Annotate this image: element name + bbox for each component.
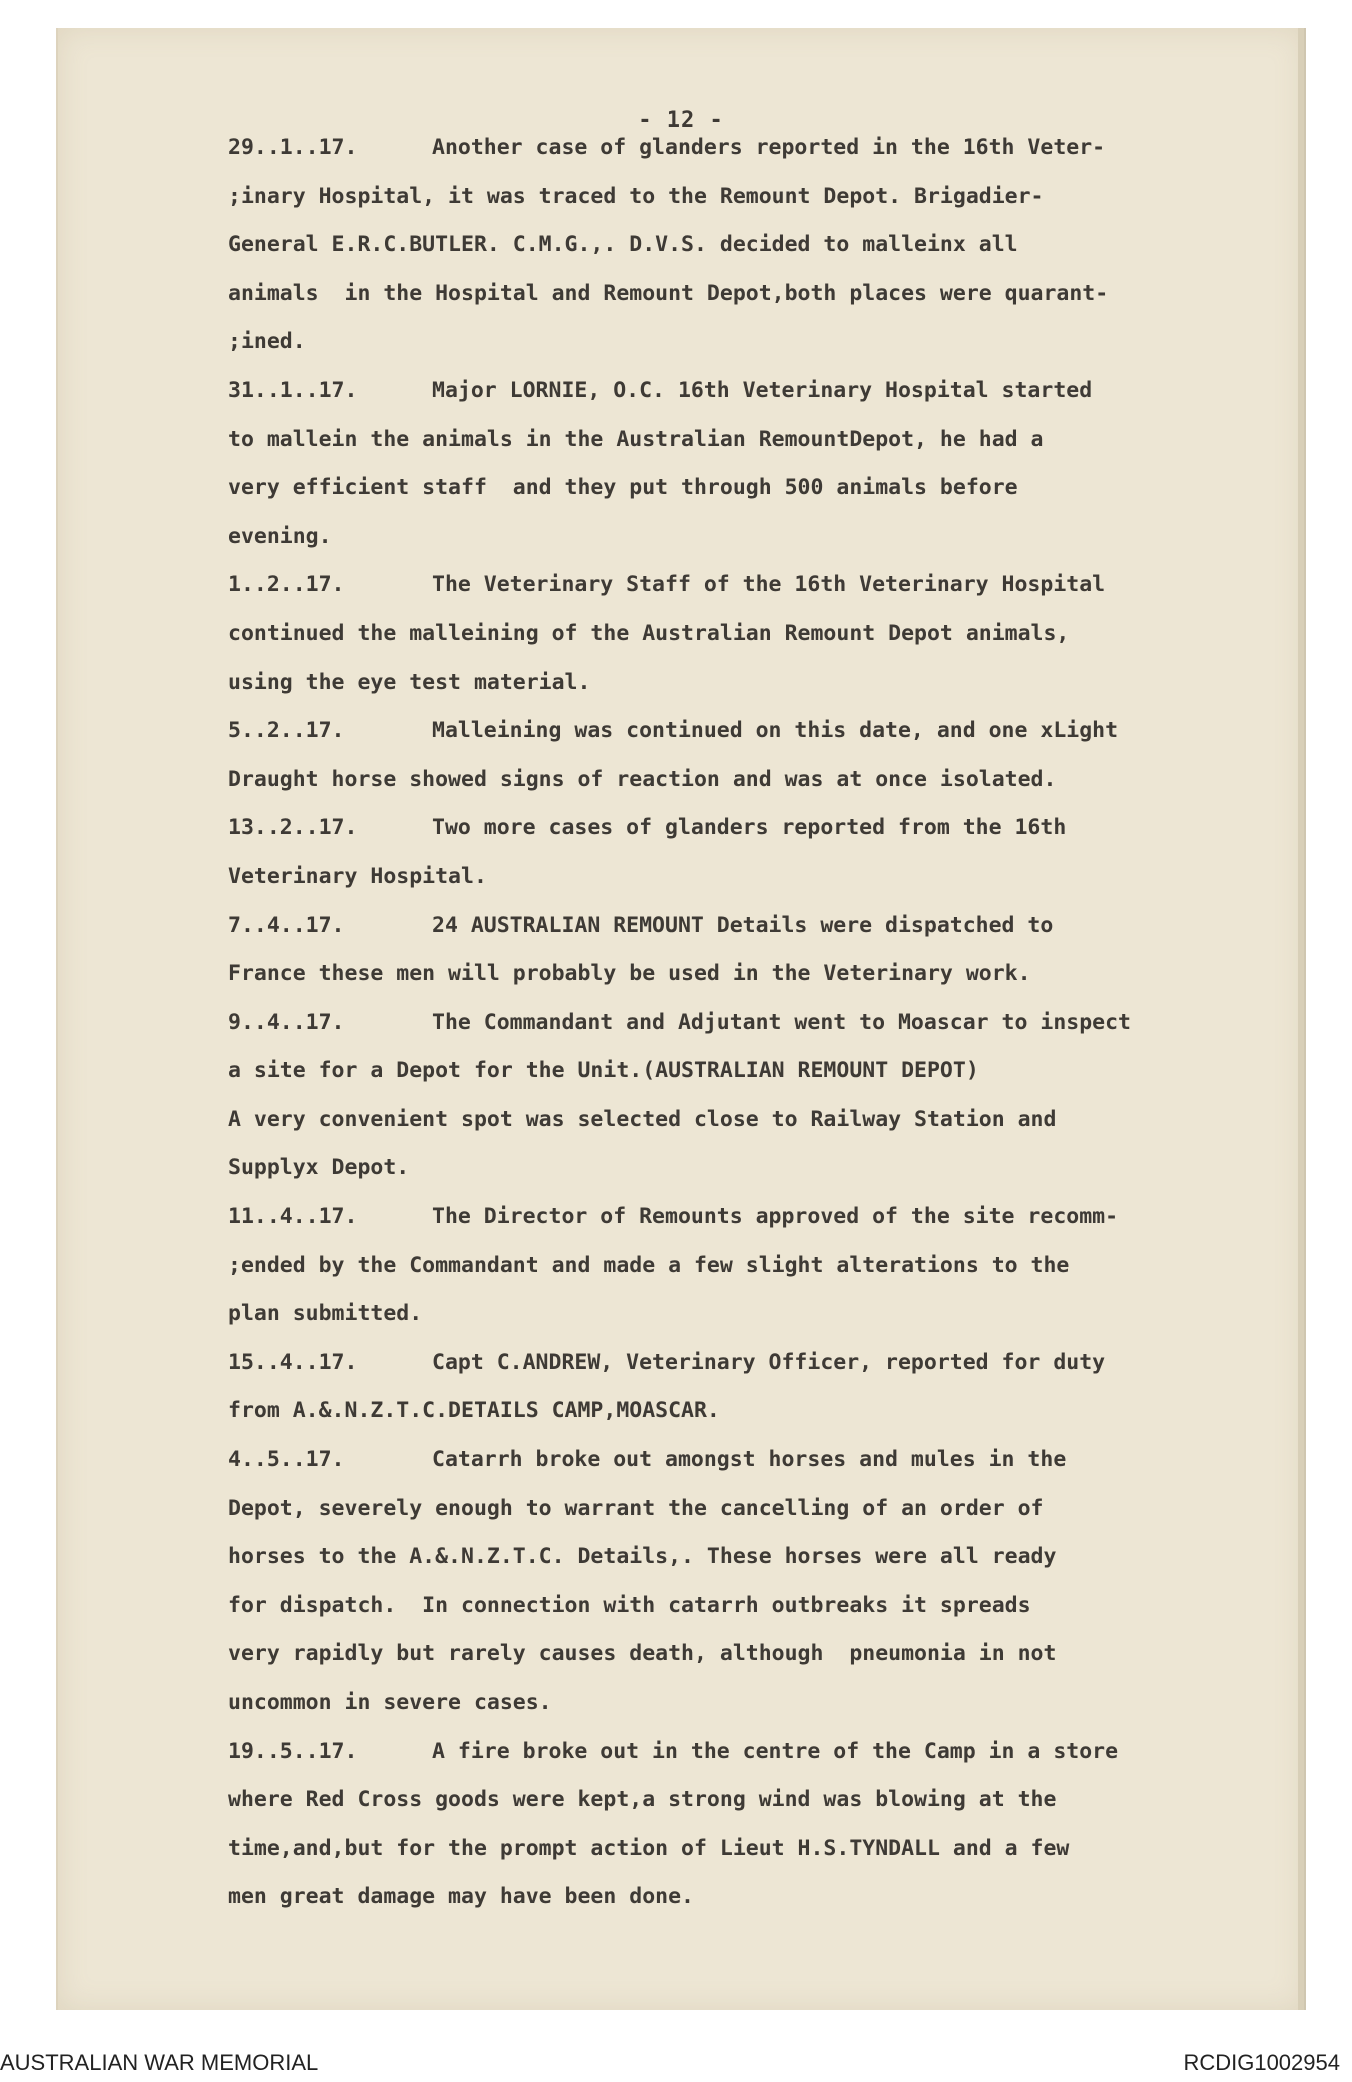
- entry-date: 19..5..17.: [228, 1738, 358, 1764]
- entry-text: from A.&.N.Z.T.C.DETAILS CAMP,MOASCAR.: [228, 1398, 720, 1424]
- entry-text: uncommon in severe cases.: [228, 1690, 552, 1715]
- entry-text: Supplyx Depot.: [228, 1155, 410, 1181]
- page-number: - 12 -: [638, 108, 724, 133]
- diary-entries: [228, 124, 1298, 1922]
- entry-text: ;ended by the Commandant and made a few slight alterations to the: [228, 1252, 1070, 1278]
- entry-line: [228, 1242, 1298, 1291]
- entry-line: [228, 1533, 1298, 1582]
- entry-text: Another case of glanders reported in the 16th Veter-: [432, 135, 1106, 160]
- entry-text: Draught horse showed signs of reaction and was at once isolated.: [228, 766, 1057, 792]
- entry-text: where Red Cross goods were kept,a strong wind was blowing at the: [228, 1787, 1057, 1813]
- entry-first-line: [228, 367, 1298, 416]
- entry-date: 29..1..17.: [228, 135, 358, 160]
- entry-text: ;inary Hospital, it was traced to the Remount Depot. Brigadier-: [228, 183, 1044, 209]
- entry-date: 7..4..17.: [228, 912, 345, 938]
- entry-date: 5..2..17.: [228, 718, 345, 744]
- entry-line: [228, 1582, 1298, 1631]
- entry-text: very efficient staff and they put through 500 animals before: [228, 475, 1018, 501]
- entry-text: very rapidly but rarely causes death, although pneumonia in not: [228, 1641, 1057, 1667]
- entry-text: The Director of Remounts approved of the site recomm-: [432, 1204, 1119, 1230]
- entry-first-line: [228, 1193, 1298, 1242]
- entry-line: [228, 610, 1298, 659]
- footer-reference-id: RCDIG1002954: [1183, 2050, 1340, 2075]
- entry-line: [228, 318, 1298, 367]
- entry-line: [228, 950, 1298, 999]
- entry-text: 24 AUSTRALIAN REMOUNT Details were dispatched to: [432, 912, 1054, 938]
- entry-line: [228, 1825, 1298, 1874]
- entry-first-line: [228, 707, 1298, 756]
- footer-institution: AUSTRALIAN WAR MEMORIAL: [0, 2050, 319, 2075]
- entry-line: [228, 513, 1298, 562]
- entry-text: General E.R.C.BUTLER. C.M.G.,. D.V.S. decided to malleinx all: [228, 232, 1018, 258]
- entry-text: A fire broke out in the centre of the Camp in a store: [432, 1738, 1119, 1764]
- entry-text: men great damage may have been done.: [228, 1884, 694, 1910]
- entry-first-line: [228, 561, 1298, 610]
- entry-text: Two more cases of glanders reported from the 16th: [432, 815, 1067, 841]
- entry-first-line: [228, 1436, 1298, 1485]
- footer: [0, 2050, 1352, 2082]
- entry-text: using the eye test material.: [228, 669, 591, 695]
- entry-text: Depot, severely enough to warrant the cancelling of an order of: [228, 1495, 1044, 1521]
- entry-date: 13..2..17.: [228, 815, 358, 841]
- entry-text: a site for a Depot for the Unit.(AUSTRALIAN REMOUNT DEPOT): [228, 1058, 979, 1084]
- entry-line: [228, 1485, 1298, 1534]
- entry-text: The Veterinary Staff of the 16th Veterinary Hospital: [432, 572, 1106, 598]
- entry-first-line: [228, 1339, 1298, 1388]
- entry-first-line: [228, 999, 1298, 1048]
- entry-first-line: [228, 124, 1298, 173]
- entry-line: [228, 173, 1298, 222]
- entry-line: [228, 221, 1298, 270]
- entry-text: animals in the Hospital and Remount Depot,both places were quarant-: [228, 280, 1109, 306]
- page-edge: [1298, 28, 1304, 2010]
- entry-text: The Commandant and Adjutant went to Moascar to inspect: [432, 1009, 1131, 1035]
- entry-first-line: [228, 804, 1298, 853]
- entry-date: 9..4..17.: [228, 1009, 345, 1035]
- entry-date: 1..2..17.: [228, 572, 345, 598]
- entry-text: France these men will probably be used in the Veterinary work.: [228, 961, 1031, 987]
- entry-line: [228, 853, 1298, 902]
- entry-line: [228, 1630, 1298, 1679]
- entry-first-line: [228, 1728, 1298, 1777]
- entry-text: to mallein the animals in the Australian RemountDepot, he had a: [228, 426, 1044, 452]
- entry-line: [228, 1144, 1298, 1193]
- entry-text: Malleining was continued on this date, and one xLight: [432, 718, 1119, 744]
- entry-text: Veterinary Hospital.: [228, 863, 487, 889]
- entry-date: 31..1..17.: [228, 377, 358, 403]
- entry-text: ;ined.: [228, 329, 306, 355]
- entry-text: Capt C.ANDREW, Veterinary Officer, reported for duty: [432, 1349, 1106, 1375]
- entry-line: [228, 756, 1298, 805]
- entry-line: [228, 1096, 1298, 1145]
- entry-line: [228, 659, 1298, 708]
- entry-text: time,and,but for the prompt action of Lieut H.S.TYNDALL and a few: [228, 1835, 1070, 1861]
- entry-line: [228, 416, 1298, 465]
- entry-text: plan submitted.: [228, 1301, 423, 1327]
- entry-line: [228, 1387, 1298, 1436]
- entry-date: 15..4..17.: [228, 1349, 358, 1375]
- entry-line: [228, 1776, 1298, 1825]
- entry-text: for dispatch. In connection with catarrh outbreaks it spreads: [228, 1592, 1031, 1618]
- entry-date: 4..5..17.: [228, 1447, 345, 1473]
- entry-text: evening.: [228, 523, 332, 549]
- entry-text: horses to the A.&.N.Z.T.C. Details,. These horses were all ready: [228, 1544, 1057, 1570]
- entry-text: Major LORNIE, O.C. 16th Veterinary Hospital started: [432, 377, 1093, 403]
- entry-text: continued the malleining of the Australian Remount Depot animals,: [228, 620, 1070, 646]
- entry-line: [228, 1873, 1298, 1922]
- entry-date: 11..4..17.: [228, 1204, 358, 1230]
- entry-first-line: [228, 902, 1298, 951]
- entry-text: A very convenient spot was selected close to Railway Station and: [228, 1106, 1057, 1132]
- entry-line: [228, 464, 1298, 513]
- entry-line: [228, 1290, 1298, 1339]
- entry-line: [228, 270, 1298, 319]
- entry-text: Catarrh broke out amongst horses and mules in the: [432, 1447, 1067, 1473]
- entry-line: [228, 1047, 1298, 1096]
- entry-line: [228, 1679, 1298, 1728]
